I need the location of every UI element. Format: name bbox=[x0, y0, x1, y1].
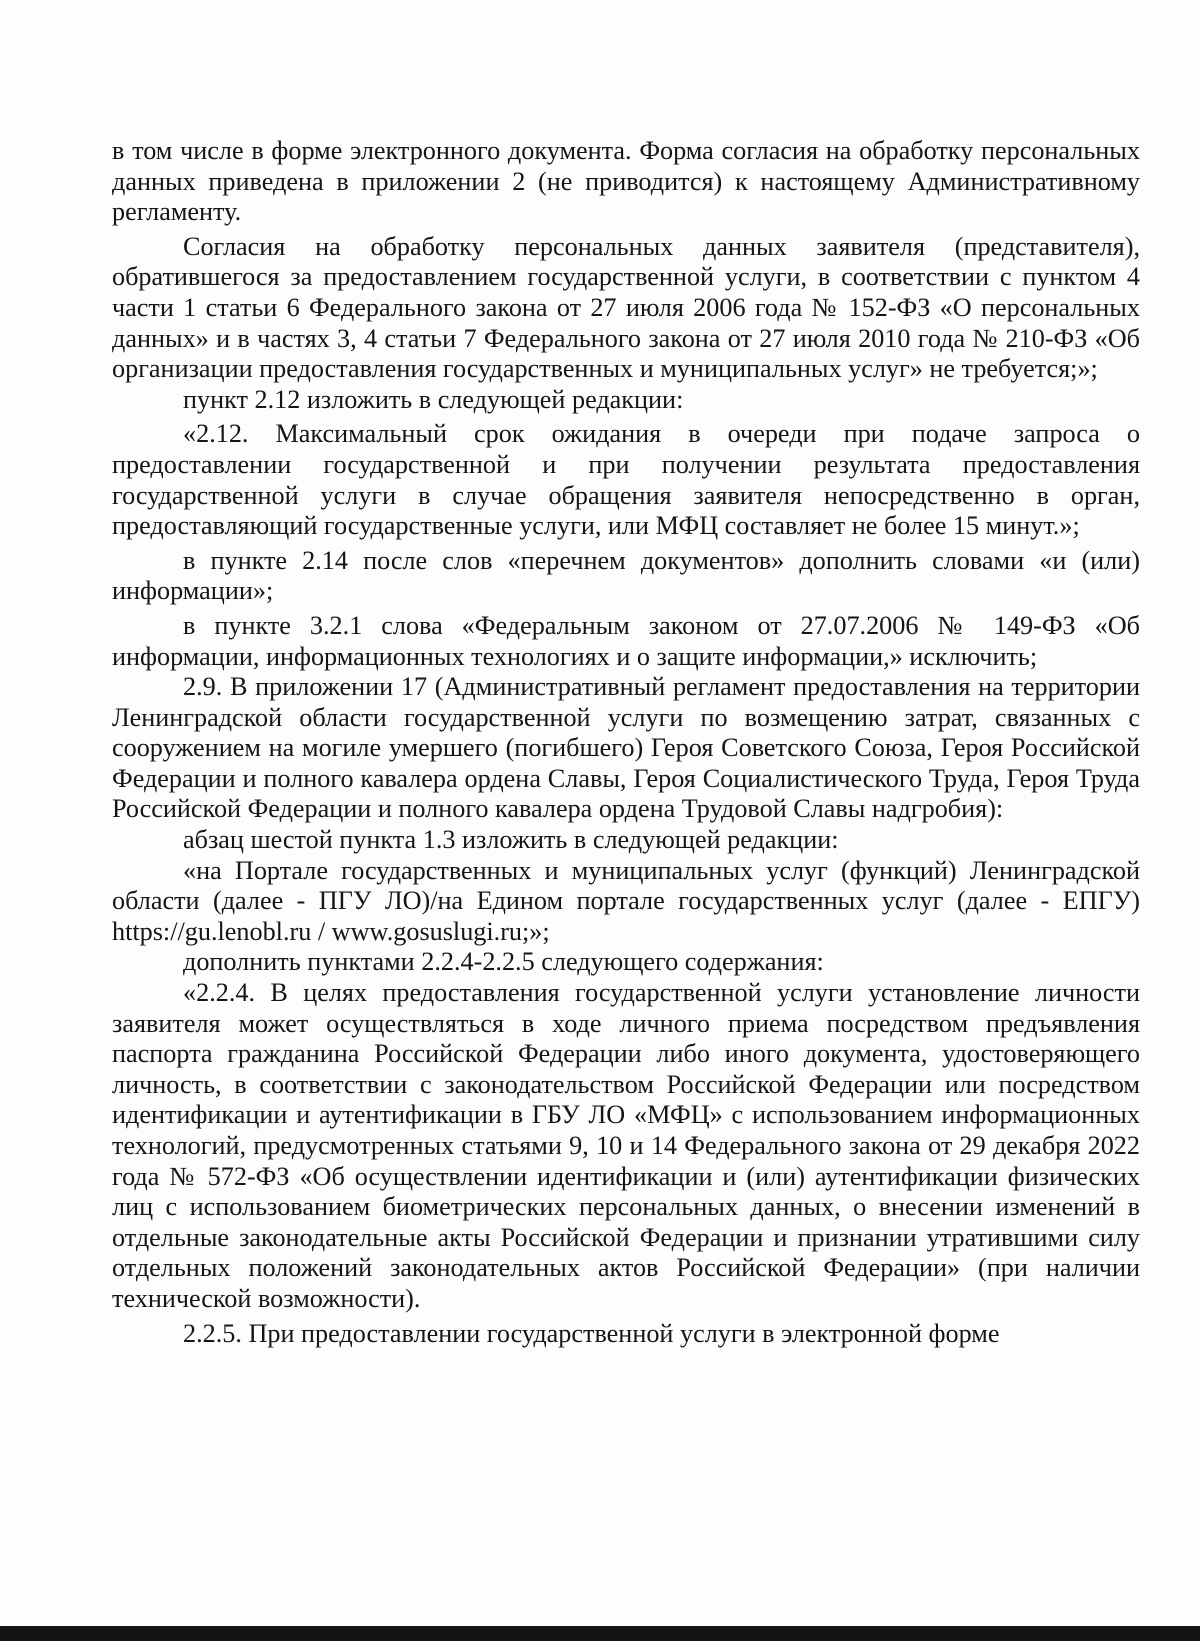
paragraph-consent-not-required: Согласия на обработку персональных данных заявителя (представителя), обратившегося за предоставлением государственной услуги, в соответствии с пунктом 4 части 1 статьи 6 Федерального закона от 27 июля 2006 года № 152-ФЗ «О персональных данных» и в частях 3, 4 статьи 7 Федерального закона от 27 июля 2010 года № 210-ФЗ «Об организации предоставления государственных и муниципальных услуг» не требуется;»; bbox=[112, 231, 1140, 384]
paragraph-item-2-12-text: «2.12. Максимальный срок ожидания в очереди при подаче запроса о предоставлении государственной и при получении результата предоставления государственной услуги в случае обращения заявителя непосредственно в орган, предоставляющий государственные услуги, или МФЦ составляет не более 15 минут.»; bbox=[112, 419, 1140, 541]
document-body bbox=[112, 136, 1140, 1349]
scan-edge-bar bbox=[0, 1626, 1200, 1641]
paragraph-item-2-2-4: «2.2.4. В целях предоставления государственной услуги установление личности заявителя может осуществляться в ходе личного приема посредством предъявления паспорта гражданина Российской Федерации либо иного документа, удостоверяющего личность, в соответствии с законодательством Российской Федерации или посредством идентификации и аутентификации в ГБУ ЛО «МФЦ» с использованием информационных технологий, предусмотренных статьями 9, 10 и 14 Федерального закона от 29 декабря 2022 года № 572-ФЗ «Об осуществлении идентификации и (или) аутентификации физических лиц с использованием биометрических персональных данных, о внесении изменений в отдельные законодательные акты Российской Федерации и признании утратившими силу отдельных положений законодательных актов Российской Федерации» (при наличии технической возможности). bbox=[112, 978, 1140, 1313]
paragraph-item-1-3-intro: абзац шестой пункта 1.3 изложить в следующей редакции: bbox=[183, 825, 839, 855]
paragraph-item-2-14: в пункте 2.14 после слов «перечнем документов» дополнить словами «и (или) информации»; bbox=[112, 545, 1140, 606]
paragraph-item-3-2-1: в пункте 3.2.1 слова «Федеральным законом от 27.07.2006 № 149-ФЗ «Об информации, информационных технологиях и о защите информации,» исключить; bbox=[112, 610, 1140, 671]
paragraph-items-2-2-4-2-2-5-intro: дополнить пунктами 2.2.4-2.2.5 следующего содержания: bbox=[183, 947, 824, 977]
paragraph-item-2-2-5: 2.2.5. При предоставлении государственной услуги в электронной форме bbox=[183, 1318, 1000, 1348]
paragraph-item-2-12-intro: пункт 2.12 изложить в следующей редакции: bbox=[183, 384, 684, 414]
paragraph-item-1-3-text: «на Портале государственных и муниципальных услуг (функций) Ленинградской области (далее - ПГУ ЛО)/на Едином портале государственных услуг (далее - ЕПГУ) https://gu.lenobl.ru / www.gosuslugi.ru;»; bbox=[112, 855, 1140, 946]
paragraph-section-2-9: 2.9. В приложении 17 (Административный регламент предоставления на территории Ленинградской области государственной услуги по возмещению затрат, связанных с сооружением на могиле умершего (погибшего) Героя Советского Союза, Героя Российской Федерации и полного кавалера ордена Славы, Героя Социалистического Труда, Героя Труда Российской Федерации и полного кавалера ордена Трудовой Славы надгробия): bbox=[112, 672, 1140, 824]
paragraph-consent-form-note: в том числе в форме электронного документа. Форма согласия на обработку персональных данных приведена в приложении 2 (не приводится) к настоящему Административному регламенту. bbox=[112, 136, 1140, 227]
